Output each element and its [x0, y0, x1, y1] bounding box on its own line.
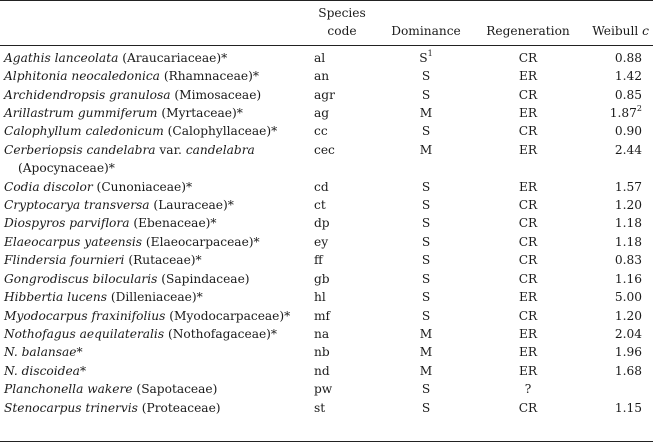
species-family: *: [76, 345, 83, 360]
species-code-cell: al: [314, 50, 326, 65]
dominance-cell: [376, 343, 476, 361]
species-scientific-name: Archidendropsis granulosa: [4, 87, 171, 102]
dominance-cell: [376, 251, 476, 269]
weibull-value: 0.88: [614, 50, 642, 65]
dominance-cell: [376, 380, 476, 398]
weibull-cell: [580, 141, 653, 178]
table-row: [0, 178, 653, 196]
table-row: [0, 233, 653, 251]
dominance-cell: [376, 214, 476, 232]
species-scientific-name: Stenocarpus trinervis: [4, 400, 138, 415]
species-name-cell: [0, 233, 308, 251]
dominance-value: S: [421, 400, 431, 415]
dominance-cell: [376, 104, 476, 122]
weibull-footnote: 2: [636, 103, 642, 113]
species-scientific-name: Alphitonia neocaledonica: [4, 69, 160, 84]
dominance-cell: [376, 122, 476, 140]
table-row: [0, 214, 653, 232]
weibull-value: 0.83: [614, 253, 642, 268]
header-species-code-line1: Species: [318, 6, 366, 20]
weibull-cell: [580, 362, 653, 380]
dominance-value: S: [421, 216, 431, 231]
weibull-value: 0.90: [614, 124, 642, 139]
table-row: [0, 399, 653, 417]
species-scientific-name: Nothofagus aequilateralis: [4, 326, 165, 341]
species-family: (Dilleniaceae)*: [107, 290, 203, 305]
regeneration-cell: CR: [518, 234, 538, 249]
dominance-cell: [376, 270, 476, 288]
species-scientific-name: Planchonella wakere: [4, 382, 133, 397]
species-scientific-name: Cryptocarya transversa: [4, 198, 150, 213]
dominance-cell: [376, 178, 476, 196]
dominance-value: S: [421, 382, 431, 397]
table-row: [0, 104, 653, 122]
species-scientific-name: Myodocarpus fraxinifolius: [4, 308, 166, 323]
weibull-value: 1.20: [614, 198, 642, 213]
species-family: (Araucariaceae)*: [118, 50, 228, 65]
header-species: [0, 4, 308, 45]
species-scientific-name: N. balansae: [4, 345, 77, 360]
header-weibull: [580, 4, 653, 45]
regeneration-cell: ER: [518, 142, 538, 157]
species-scientific-name: Arillastrum gummiferum: [4, 106, 158, 121]
weibull-value: 1.42: [614, 69, 642, 84]
species-name-cell: [0, 67, 308, 85]
regeneration-cell: CR: [518, 253, 538, 268]
dominance-cell: [376, 86, 476, 104]
weibull-value: 1.15: [614, 400, 642, 415]
weibull-value: 1.20: [614, 308, 642, 323]
species-name-cell: [0, 270, 308, 288]
dominance-value: S: [421, 179, 431, 194]
species-code-cell: nb: [314, 345, 330, 360]
species-family: *: [79, 363, 87, 378]
weibull-value: 1.18: [614, 234, 642, 249]
dominance-value: M: [419, 142, 433, 157]
species-name-cell: [0, 307, 308, 325]
species-scientific-name: Gongrodiscus bilocularis: [4, 271, 158, 286]
table-row: [0, 45, 653, 67]
weibull-cell: [580, 251, 653, 269]
species-name-cell: [0, 288, 308, 306]
table-row: [0, 251, 653, 269]
species-family: (Nothofagaceae)*: [164, 326, 278, 341]
species-name-cell: [0, 178, 308, 196]
species-scientific-name: Codia discolor: [4, 179, 93, 194]
dominance-footnote: 1: [427, 48, 433, 58]
dominance-cell: [376, 67, 476, 85]
weibull-cell: [580, 270, 653, 288]
species-family: (Ebenaceae)*: [129, 216, 217, 231]
weibull-cell: [580, 196, 653, 214]
species-code-cell: na: [314, 326, 330, 341]
table-row: [0, 307, 653, 325]
dominance-value: S: [419, 50, 428, 65]
species-family: (Cunoniaceae)*: [92, 179, 193, 194]
species-family: (Proteaceae): [137, 400, 221, 415]
weibull-value: 2.44: [614, 142, 642, 157]
species-code-cell: st: [314, 400, 326, 415]
species-family: (Myodocarpaceae)*: [165, 308, 291, 323]
species-name-cell: [0, 251, 308, 269]
species-family: (Rhamnaceae)*: [159, 69, 259, 84]
weibull-cell: [580, 399, 653, 417]
regeneration-cell: ER: [518, 363, 538, 378]
regeneration-cell: ER: [518, 326, 538, 341]
table-row: [0, 343, 653, 361]
regeneration-cell: ER: [518, 179, 538, 194]
species-family: (Sapotaceae): [132, 382, 218, 397]
weibull-cell: [580, 307, 653, 325]
species-code-cell: ag: [314, 106, 330, 121]
header-dominance: Dominance: [391, 24, 461, 39]
weibull-cell: [580, 86, 653, 104]
species-scientific-name: Flindersia fournieri: [4, 253, 125, 268]
regeneration-cell: ER: [518, 290, 538, 305]
dominance-value: S: [421, 69, 431, 84]
weibull-value: 2.04: [614, 326, 642, 341]
dominance-value: S: [421, 87, 431, 102]
species-name-cell: [0, 362, 308, 380]
dominance-value: S: [421, 253, 431, 268]
dominance-cell: [376, 233, 476, 251]
regeneration-cell: CR: [518, 216, 538, 231]
dominance-cell: [376, 325, 476, 343]
weibull-value: 1.87: [609, 106, 637, 121]
species-name-cell: [0, 86, 308, 104]
species-name-cell: [0, 104, 308, 122]
regeneration-cell: CR: [518, 124, 538, 139]
table-row: [0, 86, 653, 104]
species-code-cell: pw: [314, 382, 333, 397]
species-name-cell: [0, 343, 308, 361]
species-code-cell: cd: [314, 179, 329, 194]
dominance-value: S: [421, 234, 431, 249]
species-code-cell: hl: [314, 290, 326, 305]
species-family: (Rutaceae)*: [124, 253, 202, 268]
species-name-cell: [0, 325, 308, 343]
table-body: [0, 45, 653, 417]
weibull-cell: [580, 233, 653, 251]
species-family-continued: (Apocynaceae)*: [18, 161, 115, 176]
dominance-cell: [376, 45, 476, 67]
species-name-cell: [0, 214, 308, 232]
regeneration-cell: ER: [518, 345, 538, 360]
species-name-cell: [0, 122, 308, 140]
table-row: [0, 141, 653, 178]
weibull-cell: [580, 214, 653, 232]
species-family: (Sapindaceae): [157, 271, 250, 286]
weibull-value: 5.00: [614, 290, 642, 305]
table-row: [0, 196, 653, 214]
species-scientific-name: Elaeocarpus yateensis: [4, 234, 143, 249]
table-bottom-rule: [0, 441, 653, 442]
weibull-value: 1.16: [614, 271, 642, 286]
dominance-cell: [376, 141, 476, 178]
weibull-cell: [580, 67, 653, 85]
regeneration-cell: CR: [518, 400, 538, 415]
header-species-code: [308, 4, 376, 45]
species-family: (Elaeocarpaceae)*: [142, 234, 260, 249]
species-variety: candelabra: [185, 142, 255, 157]
table-row: [0, 270, 653, 288]
species-scientific-name: Diospyros parviflora: [4, 216, 130, 231]
species-code-cell: nd: [314, 363, 330, 378]
dominance-cell: [376, 288, 476, 306]
dominance-value: M: [419, 363, 433, 378]
species-code-cell: ey: [314, 234, 329, 249]
weibull-value: 1.96: [614, 345, 642, 360]
header-regeneration: Regeneration: [486, 24, 570, 39]
dominance-cell: [376, 307, 476, 325]
dominance-value: S: [421, 271, 431, 286]
dominance-cell: [376, 196, 476, 214]
dominance-value: M: [419, 106, 433, 121]
dominance-value: S: [421, 290, 431, 305]
weibull-cell: [580, 122, 653, 140]
regeneration-cell: CR: [518, 271, 538, 286]
species-code-cell: cc: [314, 124, 328, 139]
weibull-cell: [580, 325, 653, 343]
header-row: [0, 4, 653, 45]
table-row: [0, 67, 653, 85]
species-code-cell: gb: [314, 271, 330, 286]
species-name-cell: [0, 45, 308, 67]
dominance-value: M: [419, 326, 433, 341]
species-scientific-name: Agathis lanceolata: [4, 50, 119, 65]
weibull-cell: [580, 104, 653, 122]
species-family: (Calophyllaceae)*: [163, 124, 278, 139]
species-name-cell: [0, 380, 308, 398]
regeneration-cell: ER: [518, 69, 538, 84]
header-weibull-var: c: [642, 24, 649, 39]
species-code-cell: ff: [314, 253, 323, 268]
weibull-value: 1.18: [614, 216, 642, 231]
regeneration-cell: CR: [518, 87, 538, 102]
table-row: [0, 325, 653, 343]
dominance-cell: [376, 399, 476, 417]
table-row: [0, 362, 653, 380]
regeneration-cell: CR: [518, 198, 538, 213]
species-code-cell: agr: [314, 87, 335, 102]
table-row: [0, 380, 653, 398]
weibull-value: 1.68: [614, 363, 642, 378]
species-code-cell: cec: [314, 142, 335, 157]
species-table: [0, 4, 653, 417]
species-code-cell: mf: [314, 308, 331, 323]
weibull-value: 1.57: [614, 179, 642, 194]
header-species-code-line2: code: [327, 24, 357, 39]
species-family: var.: [155, 142, 186, 157]
species-scientific-name: Cerberiopsis candelabra: [4, 142, 156, 157]
regeneration-cell: CR: [518, 50, 538, 65]
weibull-cell: [580, 288, 653, 306]
dominance-value: M: [419, 345, 433, 360]
regeneration-cell: CR: [518, 308, 538, 323]
weibull-cell: [580, 343, 653, 361]
dominance-value: S: [421, 124, 431, 139]
species-scientific-name: Hibbertia lucens: [4, 290, 107, 305]
table-row: [0, 122, 653, 140]
weibull-cell: [580, 45, 653, 67]
table-top-rule: [0, 0, 653, 1]
dominance-value: S: [421, 198, 431, 213]
species-code-cell: dp: [314, 216, 330, 231]
species-name-cell: [0, 141, 308, 178]
species-name-cell: [0, 196, 308, 214]
weibull-value: 0.85: [614, 87, 642, 102]
species-scientific-name: Calophyllum caledonicum: [4, 124, 164, 139]
dominance-value: S: [421, 308, 431, 323]
species-scientific-name: N. discoidea: [4, 363, 80, 378]
species-name-cell: [0, 399, 308, 417]
species-family: (Mimosaceae): [170, 87, 262, 102]
regeneration-cell: ?: [524, 382, 532, 397]
regeneration-cell: ER: [518, 106, 538, 121]
weibull-cell: [580, 380, 653, 398]
species-family: (Myrtaceae)*: [157, 106, 243, 121]
species-code-cell: ct: [314, 198, 326, 213]
species-family: (Lauraceae)*: [149, 198, 234, 213]
weibull-cell: [580, 178, 653, 196]
dominance-cell: [376, 362, 476, 380]
table-row: [0, 288, 653, 306]
species-code-cell: an: [314, 69, 330, 84]
header-weibull-prefix: Weibull: [592, 24, 639, 39]
